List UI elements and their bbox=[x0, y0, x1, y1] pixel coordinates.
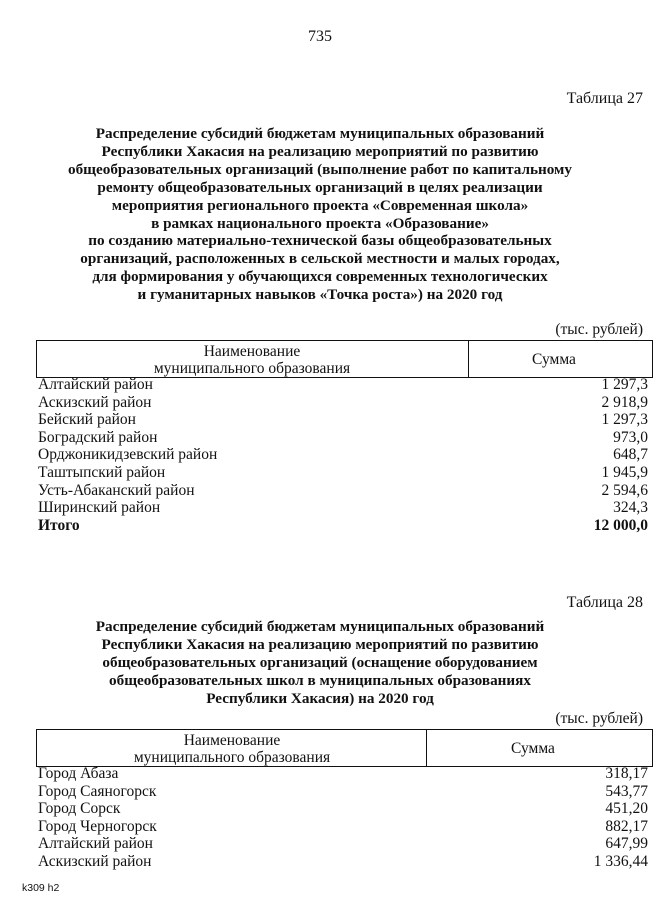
table-row: Таштыпский район 1 945,9 bbox=[38, 463, 648, 481]
table-row: Алтайский район 1 297,3 bbox=[38, 376, 648, 393]
table-row: Город Саяногорск 543,77 bbox=[38, 782, 648, 800]
table-row: Город Черногорск 882,17 bbox=[38, 817, 648, 835]
sum-column-header: Сумма bbox=[511, 740, 555, 757]
table-row: Боградский район 973,0 bbox=[38, 428, 648, 446]
table-28-body bbox=[38, 765, 648, 871]
sum-column-header: Сумма bbox=[532, 351, 576, 368]
table-28-units: (тыс. рублей) bbox=[555, 710, 643, 727]
name-column-header: Наименование муниципального образования bbox=[133, 732, 331, 766]
table-27-header bbox=[36, 340, 653, 378]
table-28-header bbox=[36, 729, 653, 767]
table-row: Аскизский район 2 918,9 bbox=[38, 393, 648, 411]
table-total-row: Итого 12 000,0 bbox=[38, 516, 648, 534]
table-27-body bbox=[38, 376, 648, 534]
table-row: Аскизский район 1 336,44 bbox=[38, 852, 648, 870]
table-row: Город Абаза 318,17 bbox=[38, 765, 648, 782]
table-row: Орджоникидзевский район 648,7 bbox=[38, 446, 648, 464]
table-28-label: Таблица 28 bbox=[566, 594, 643, 611]
footer-code: k309 h2 bbox=[22, 882, 60, 894]
table-27-units: (тыс. рублей) bbox=[555, 321, 643, 338]
table-row: Бейский район 1 297,3 bbox=[38, 411, 648, 429]
table-row: Алтайский район 647,99 bbox=[38, 835, 648, 853]
table-28-title: Распределение субсидий бюджетам муниципальных образований Республики Хакасия на реализацию мероприятий по развитию общеобразовательных организаций (оснащение оборудованием общеобразовательных школ в муниципальных образованиях Республики Хакасия) на 2020 год bbox=[95, 618, 545, 707]
table-row: Ширинский район 324,3 bbox=[38, 499, 648, 517]
table-27-label: Таблица 27 bbox=[566, 90, 643, 107]
page-number: 735 bbox=[308, 28, 332, 45]
table-row: Усть-Абаканский район 2 594,6 bbox=[38, 481, 648, 499]
table-row: Город Сорск 451,20 bbox=[38, 800, 648, 818]
name-column-header: Наименование муниципального образования bbox=[153, 343, 351, 377]
table-27-title: Распределение субсидий бюджетам муниципальных образований Республики Хакасия на реализацию мероприятий по развитию общеобразовательных организаций (выполнение работ по капитальному ремонту общеобразовательных организаций в целях реализации мероприятия регионального проекта «Современная школа» в рамках национального проекта «Образование» по созданию материально-технической базы общеобразовательных организаций, расположенных в сельской местности и малых городах, для формирования у обучающихся современных технологических и гуманитарных навыков «Точка роста») на 2020 год bbox=[67, 125, 572, 304]
